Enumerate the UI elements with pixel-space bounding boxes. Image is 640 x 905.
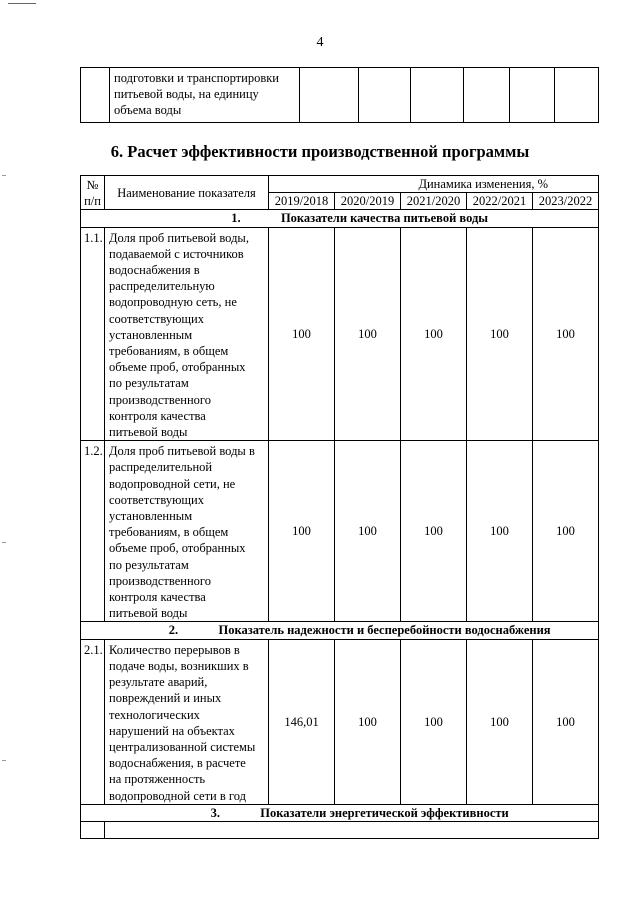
value-cell: 100	[335, 227, 401, 441]
text-line: нарушений на объектах	[109, 723, 235, 738]
efficiency-table	[80, 175, 599, 839]
text-line: результате аварий,	[109, 675, 208, 690]
scan-mark	[2, 175, 6, 176]
value-cell: 100	[335, 441, 401, 622]
text-line: установленным	[109, 509, 193, 524]
section-heading	[81, 210, 599, 227]
header-name: Наименование показателя	[105, 176, 269, 210]
text-line: питьевой воды, на единицу	[114, 87, 259, 101]
text-line: подготовки и транспортировки	[114, 71, 279, 85]
text-line: контроля качества	[109, 590, 206, 605]
table-row	[81, 441, 599, 622]
value-cell: 100	[401, 441, 467, 622]
header-year: 2022/2021	[467, 193, 533, 210]
text-line: подаваемой с источников	[109, 246, 244, 261]
row-number: 2.1.	[81, 639, 105, 804]
indicator-name	[105, 441, 269, 622]
value-cell	[510, 68, 555, 123]
text-line: объема воды	[114, 103, 182, 117]
header-year: 2019/2018	[269, 193, 335, 210]
text-line: на протяженность	[109, 772, 206, 787]
value-cell: 100	[533, 227, 599, 441]
value-cell: 100	[467, 639, 533, 804]
text-line: питьевой воды	[109, 606, 188, 621]
value-cell	[411, 68, 464, 123]
text-line: производственного	[109, 392, 211, 407]
table-row	[81, 821, 599, 838]
section-number: 1.	[231, 211, 241, 226]
table-row	[81, 639, 599, 804]
text-line: требованиям, в общем	[109, 525, 229, 540]
section-number: 2.	[168, 623, 179, 638]
text-line: повреждений и иных	[109, 691, 222, 706]
text-line: по результатам	[109, 376, 189, 391]
value-cell: 100	[269, 441, 335, 622]
text-line: водопроводную сеть, не	[109, 295, 237, 310]
text-line: централизованной системы	[109, 739, 256, 754]
scan-mark	[2, 760, 6, 761]
text-line: технологических	[109, 707, 200, 722]
value-cell: 100	[269, 227, 335, 441]
section-heading-text: Показатели качества питьевой воды	[280, 211, 489, 226]
value-cell: 100	[533, 441, 599, 622]
text-line: объеме проб, отобранных	[109, 360, 246, 375]
text-line: производственного	[109, 573, 211, 588]
value-cell	[359, 68, 411, 123]
section-heading-text: Показатель надежности и бесперебойности водоснабжения	[218, 623, 551, 638]
num-cell	[81, 821, 105, 838]
text-line: по результатам	[109, 557, 189, 572]
text-line: питьевой воды	[109, 425, 188, 440]
text-line: Доля проб питьевой воды,	[109, 230, 249, 245]
text-line: требованиям, в общем	[109, 344, 229, 359]
header-dynamics: Динамика изменения, %	[269, 176, 599, 193]
scan-mark	[2, 542, 6, 543]
value-cell	[300, 68, 359, 123]
header-num: № п/п	[81, 176, 105, 210]
text-line: распределительную	[109, 279, 215, 294]
section-heading	[81, 622, 599, 639]
continuation-table	[80, 67, 599, 123]
text-line: водоснабжения в	[109, 263, 200, 278]
value-cell: 100	[335, 639, 401, 804]
text-line: установленным	[109, 327, 193, 342]
text-line: водоснабжения, в расчете	[109, 756, 246, 771]
header-year: 2020/2019	[335, 193, 401, 210]
text-line: соответствующих	[109, 311, 204, 326]
header-year: 2023/2022	[533, 193, 599, 210]
value-cell: 100	[401, 227, 467, 441]
section-heading-text: Показатели энергетической эффективности	[260, 805, 509, 820]
section-number: 3.	[210, 805, 220, 820]
num-cell	[81, 68, 110, 123]
scan-mark	[8, 3, 36, 4]
row-number: 1.2.	[81, 441, 105, 622]
text-line: распределительной	[109, 460, 213, 475]
text-line: водопроводной сети в год	[109, 788, 246, 803]
value-cell	[555, 68, 599, 123]
text-line: объеме проб, отобранных	[109, 541, 246, 556]
value-cell: 146,01	[269, 639, 335, 804]
section-title: 6. Расчет эффективности производственной программы	[110, 142, 530, 161]
indicator-name	[105, 227, 269, 441]
value-cell: 100	[467, 227, 533, 441]
empty-cell	[105, 821, 599, 838]
value-cell: 100	[401, 639, 467, 804]
text-line: подаче воды, возникших в	[109, 658, 249, 673]
table-row	[81, 227, 599, 441]
value-cell	[464, 68, 510, 123]
text-line: соответствующих	[109, 492, 204, 507]
text-line: Количество перерывов в	[109, 642, 240, 657]
indicator-name	[105, 639, 269, 804]
section-heading	[81, 804, 599, 821]
page-number: 4	[316, 35, 324, 50]
text-line: контроля качества	[109, 408, 206, 423]
value-cell: 100	[533, 639, 599, 804]
indicator-name-cell	[110, 68, 300, 123]
header-year: 2021/2020	[401, 193, 467, 210]
text-line: Доля проб питьевой воды в	[109, 444, 255, 459]
row-number: 1.1.	[81, 227, 105, 441]
value-cell: 100	[467, 441, 533, 622]
text-line: водопроводной сети, не	[109, 476, 236, 491]
